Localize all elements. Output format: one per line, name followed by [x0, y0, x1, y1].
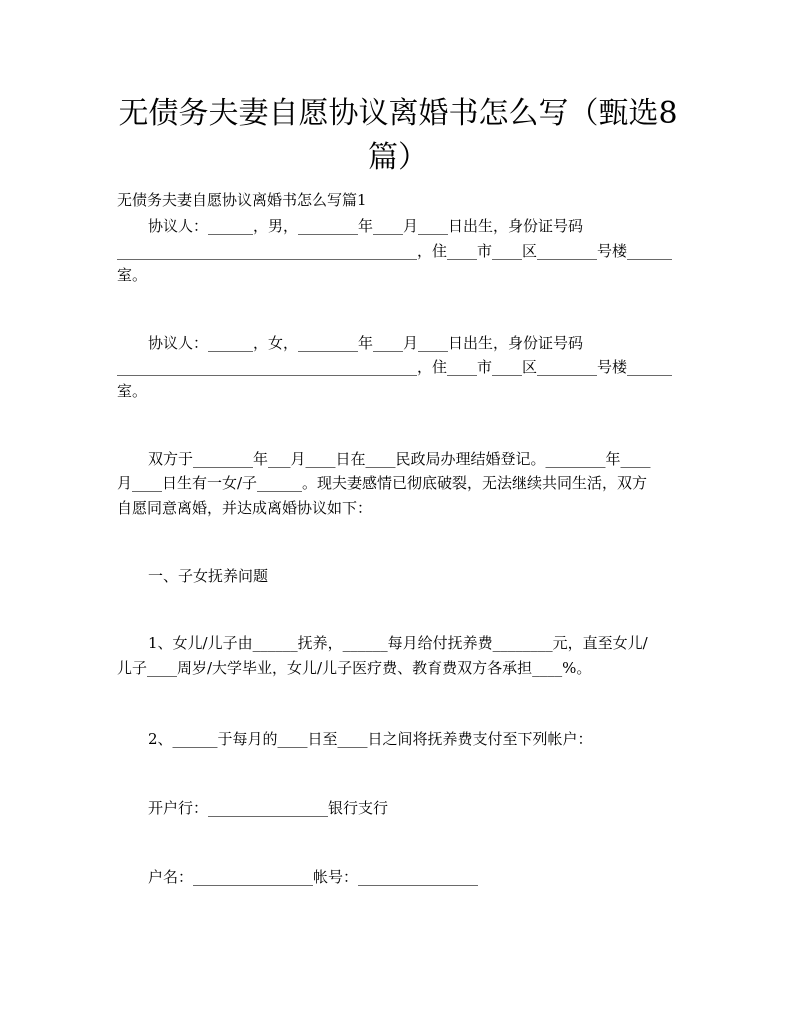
item2-line: 2、______于每月的____日至____日之间将抚养费支付至下列帐户： [148, 730, 593, 748]
document-title-line2: 篇） [368, 140, 428, 175]
marriage-line3: 自愿同意离婚，并达成离婚协议如下： [117, 499, 373, 517]
party1-line3: 室。 [117, 266, 148, 284]
item1-line1: 1、女儿/儿子由______抚养，______每月给付抚养费________元，直至女儿/ [148, 634, 648, 652]
bank-line: 开户行：________________银行支行 [148, 799, 389, 817]
marriage-line1: 双方于________年___月____日在____民政局办理结婚登记。________年____ [148, 450, 651, 468]
party1-line2: ________________________________________，住____市____区________号楼______ [117, 242, 673, 260]
party1-line1: 协议人：______，男，________年____月____日出生，身份证号码 [148, 217, 584, 235]
section1-heading: 一、子女抚养问题 [148, 567, 269, 585]
party2-line1: 协议人：______，女，________年____月____日出生，身份证号码 [148, 334, 584, 352]
party2-line3: 室。 [117, 382, 148, 400]
party2-line2: ________________________________________，住____市____区________号楼______ [117, 358, 673, 376]
section-subtitle: 无债务夫妻自愿协议离婚书怎么写篇1 [117, 191, 367, 209]
item1-line2: 儿子____周岁/大学毕业，女儿/儿子医疗费、教育费双方各承担____%。 [117, 659, 592, 677]
document-title-line1: 无债务夫妻自愿协议离婚书怎么写（甄选8 [118, 96, 678, 131]
marriage-line2: 月____日生有一女/子______。现夫妻感情已彻底破裂，无法继续共同生活，双方 [117, 474, 648, 492]
account-line: 户名：________________帐号：________________ [148, 868, 479, 886]
